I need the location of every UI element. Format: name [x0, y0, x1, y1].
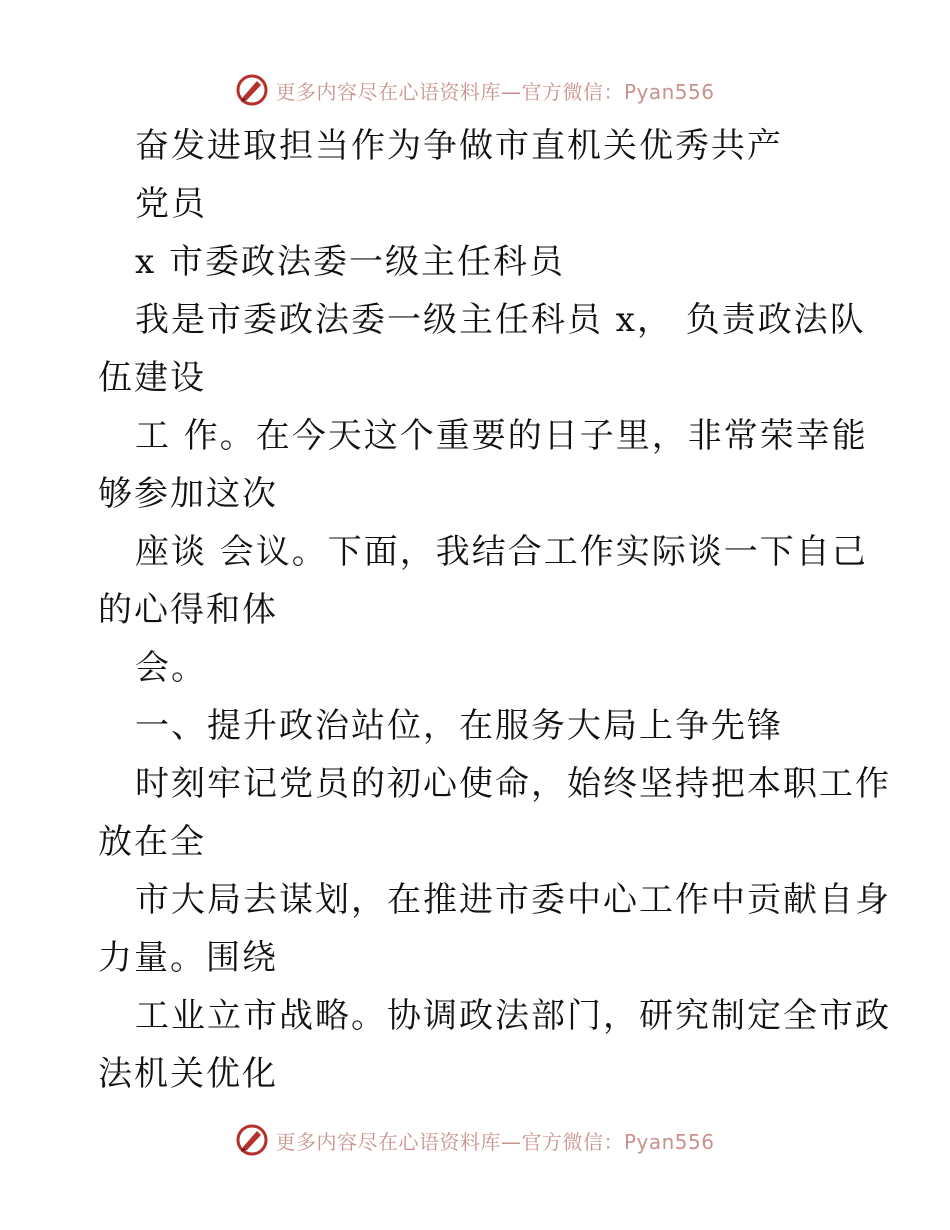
paragraph-line: 座谈 会议。下面，我结合工作实际谈一下自己: [135, 532, 868, 572]
pen-seal-logo-icon: [235, 73, 269, 107]
paragraph-line: 够参加这次: [98, 474, 278, 514]
paragraph-line: 的心得和体: [98, 590, 278, 630]
section-heading: 一、提升政治站位，在服务大局上争先锋: [135, 706, 783, 746]
footer-banner: [0, 1120, 950, 1160]
pen-seal-logo-icon: [235, 1123, 269, 1157]
paragraph-line: 法机关优化: [98, 1054, 278, 1094]
paragraph-line: 工 作。在今天这个重要的日子里，非常荣幸能: [135, 416, 868, 456]
paragraph-line: 放在全: [98, 822, 206, 862]
paragraph-line: 时刻牢记党员的初心使命，始终坚持把本职工作: [135, 764, 891, 804]
document-title-line-1: 奋发进取担当作为争做市直机关优秀共产: [135, 126, 783, 166]
document-author: x 市委政法委一级主任科员: [135, 242, 565, 282]
paragraph-line: 会。: [135, 648, 207, 688]
footer-banner-text: 更多内容尽在心语资料库—官方微信：Pyan556: [275, 1129, 715, 1154]
document-title-line-2: 党员: [135, 184, 207, 224]
paragraph-line: 工业立市战略。协调政法部门，研究制定全市政: [135, 996, 891, 1036]
header-banner-text: 更多内容尽在心语资料库—官方微信：Pyan556: [275, 79, 715, 104]
paragraph-line: 力量。围绕: [98, 938, 278, 978]
header-banner: [0, 70, 950, 110]
paragraph-line: 我是市委政法委一级主任科员 x， 负责政法队: [135, 300, 866, 340]
paragraph-line: 市大局去谋划，在推进市委中心工作中贡献自身: [135, 880, 891, 920]
paragraph-line: 伍建设: [98, 358, 206, 398]
